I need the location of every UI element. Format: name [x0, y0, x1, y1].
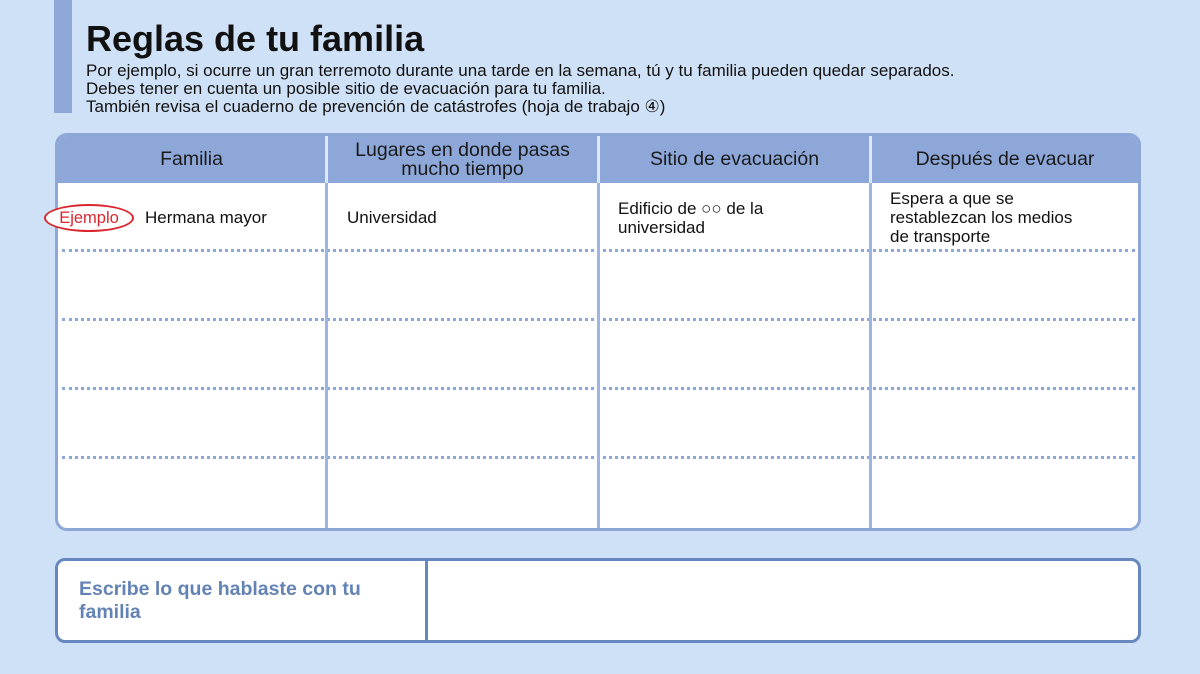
cell-family[interactable]	[58, 324, 328, 387]
cell-after-evacuation[interactable]	[872, 462, 1138, 525]
cell-after-evacuation[interactable]	[872, 255, 1138, 318]
cell-evacuation-site[interactable]	[600, 324, 872, 387]
title-accent-bar	[54, 0, 72, 113]
column-divider	[597, 183, 600, 528]
header-column-divider	[597, 136, 600, 183]
page-title: Reglas de tu familia	[86, 18, 425, 59]
column-divider	[869, 183, 872, 528]
family-rules-table	[55, 133, 1141, 531]
cell-family[interactable]	[58, 255, 328, 318]
cell-after-evacuation[interactable]	[872, 393, 1138, 456]
cell-places[interactable]	[328, 324, 600, 387]
cell-places: Universidad	[347, 208, 437, 227]
cell-after-evacuation: Espera a que se restablezcan los medios de transporte	[890, 189, 1073, 246]
cell-family[interactable]	[58, 462, 328, 525]
intro-text	[86, 62, 954, 116]
intro-line: Debes tener en cuenta un posible sitio de evacuación para tu familia.	[86, 79, 606, 98]
header-column-divider	[325, 136, 328, 183]
cell-family: Hermana mayor	[145, 208, 267, 227]
cell-evacuation-site: Edificio de ○○ de la universidad	[618, 198, 764, 237]
intro-line: Por ejemplo, si ocurre un gran terremoto durante una tarde en la semana, tú y tu familia pueden quedar separados.	[86, 61, 955, 80]
cell-places[interactable]	[328, 255, 600, 318]
header-column-divider	[869, 136, 872, 183]
cell-evacuation-site[interactable]	[600, 462, 872, 525]
intro-line: También revisa el cuaderno de prevención de catástrofes (hoja de trabajo ④)	[86, 97, 666, 116]
cell-places[interactable]	[328, 393, 600, 456]
notes-label: Escribe lo que hablaste con tu familia	[79, 577, 361, 623]
cell-after-evacuation[interactable]	[872, 324, 1138, 387]
column-divider	[325, 183, 328, 528]
cell-family[interactable]	[58, 393, 328, 456]
cell-evacuation-site[interactable]	[600, 393, 872, 456]
column-header-after-evacuation: Después de evacuar	[915, 148, 1095, 170]
column-header-evacuation-site: Sitio de evacuación	[649, 148, 820, 170]
cell-evacuation-site[interactable]	[600, 255, 872, 318]
column-header-places: Lugares en donde pasas mucho tiempo	[355, 138, 570, 180]
example-badge: Ejemplo	[44, 204, 134, 232]
column-header-family: Familia	[160, 148, 223, 170]
notes-input[interactable]	[428, 561, 1138, 640]
notes-box	[55, 558, 1141, 643]
cell-places[interactable]	[328, 462, 600, 525]
